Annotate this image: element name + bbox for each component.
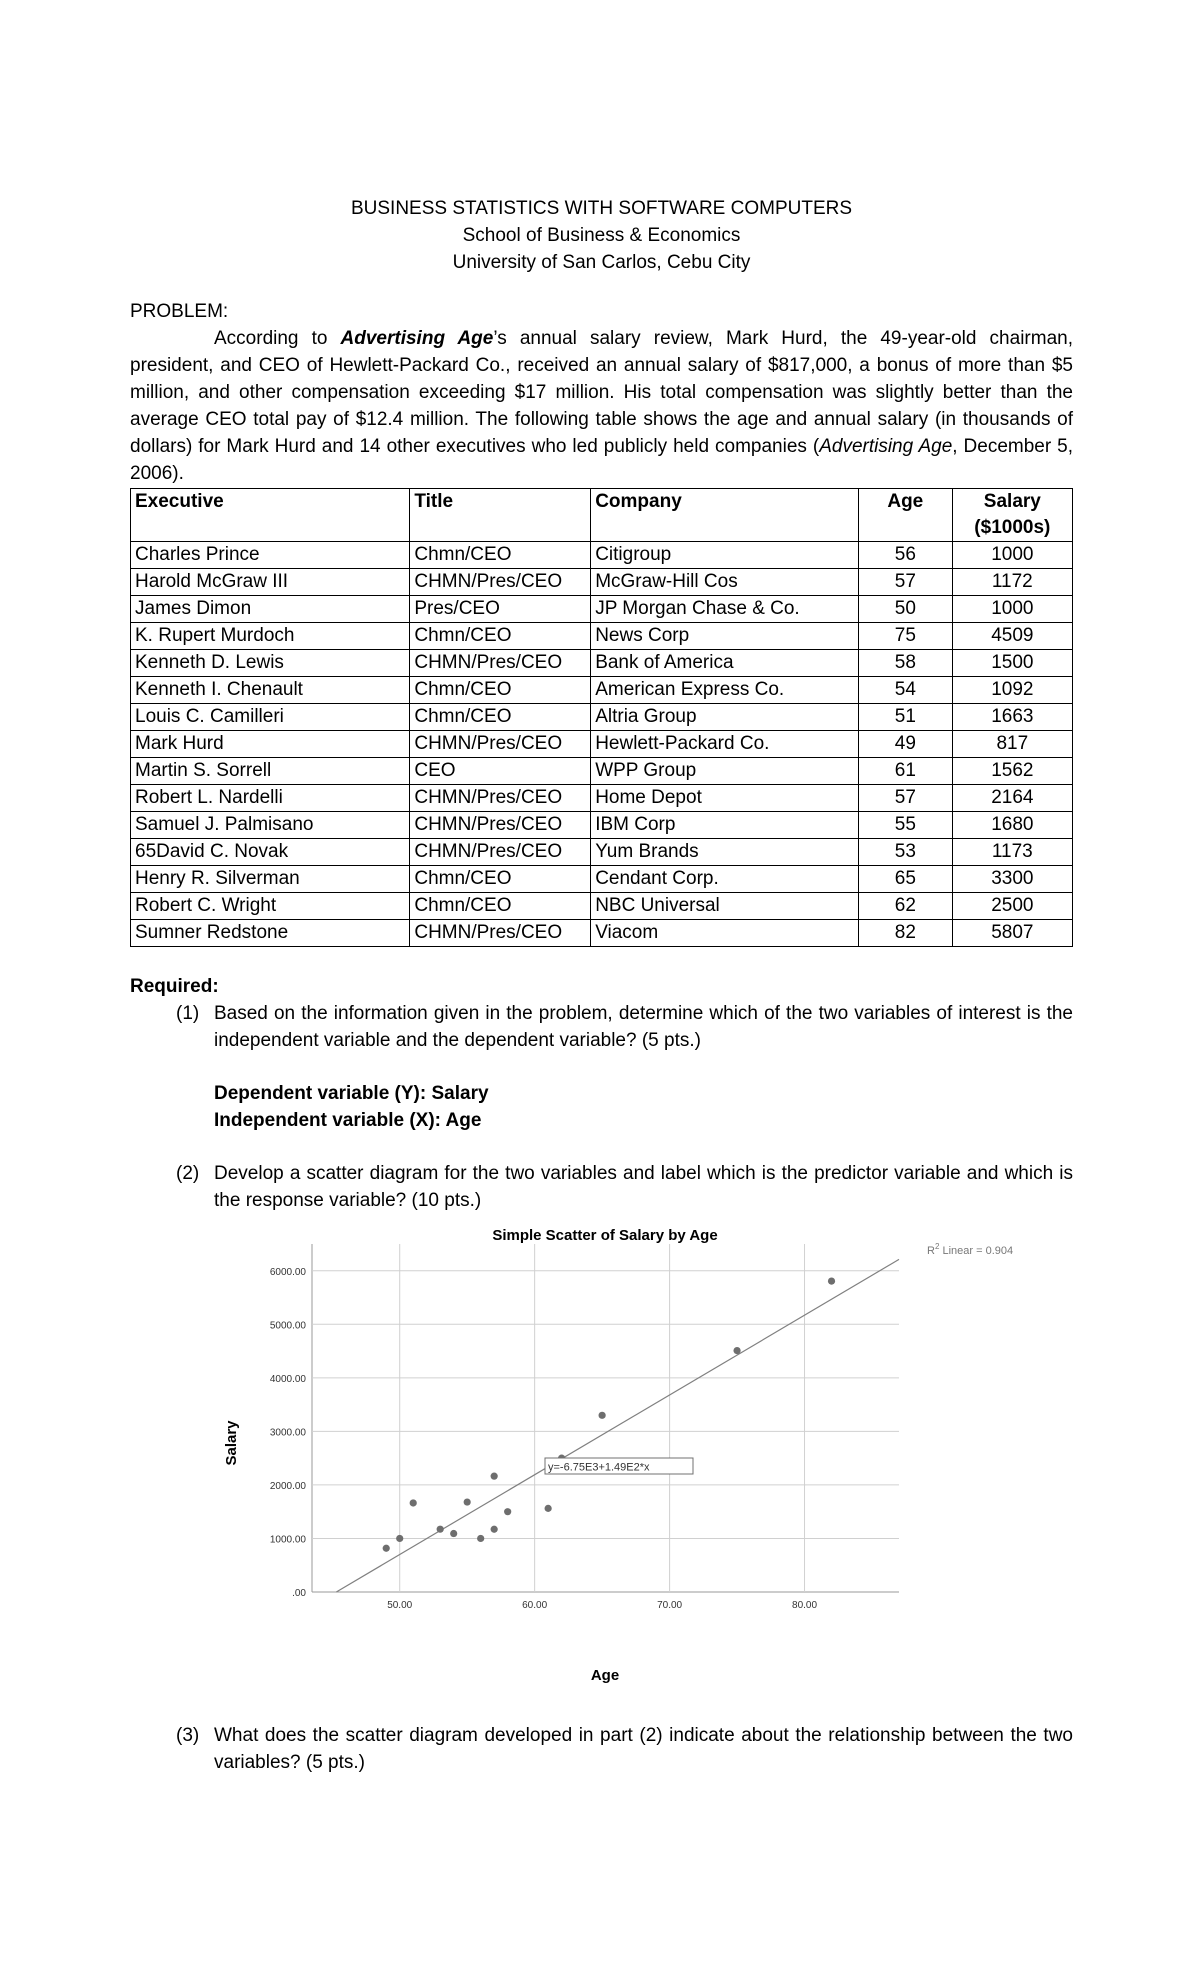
data-point xyxy=(491,1473,498,1480)
question-1-text: Based on the information given in the problem, determine which of the two variables of interest is the independent variable and the dependent variable? (5 pts.) xyxy=(214,1003,1073,1051)
cell-title: Chmn/CEO xyxy=(410,893,591,920)
cell-age: 49 xyxy=(858,731,952,758)
r-squared-superscript: 2 xyxy=(934,1242,940,1251)
cell-title: CHMN/Pres/CEO xyxy=(410,812,591,839)
data-point xyxy=(828,1278,835,1285)
cell-age: 75 xyxy=(858,623,952,650)
cell-title: Chmn/CEO xyxy=(410,623,591,650)
table-row xyxy=(131,596,1073,623)
cell-company: Home Depot xyxy=(591,785,859,812)
cell-age: 53 xyxy=(858,839,952,866)
cell-age: 57 xyxy=(858,569,952,596)
y-tick-label: 4000.00 xyxy=(269,1373,306,1385)
table-row xyxy=(131,704,1073,731)
y-axis-label: Salary xyxy=(223,1420,240,1466)
r-squared-value: Linear = 0.904 xyxy=(939,1245,1014,1257)
document-header xyxy=(130,195,1073,276)
source-name: Advertising Age xyxy=(340,328,494,349)
cell-salary: 1173 xyxy=(952,839,1072,866)
dependent-variable-answer: Dependent variable (Y): Salary xyxy=(214,1083,489,1104)
data-point xyxy=(491,1526,498,1533)
cell-executive: Samuel J. Palmisano xyxy=(131,812,410,839)
cell-executive: K. Rupert Murdoch xyxy=(131,623,410,650)
table-row xyxy=(131,758,1073,785)
source-name-2: Advertising Age xyxy=(819,436,953,457)
cell-age: 55 xyxy=(858,812,952,839)
cell-executive: Louis C. Camilleri xyxy=(131,704,410,731)
cell-age: 50 xyxy=(858,596,952,623)
cell-age: 57 xyxy=(858,785,952,812)
cell-salary: 1092 xyxy=(952,677,1072,704)
r-squared-letter: R xyxy=(927,1245,935,1257)
y-tick-label: 3000.00 xyxy=(269,1427,306,1439)
problem-paragraph xyxy=(130,325,1073,487)
table-row xyxy=(131,866,1073,893)
cell-executive: Harold McGraw III xyxy=(131,569,410,596)
problem-text-body: ’s annual salary review, Mark Hurd, the 49-year-old chairman, president, and CEO of Hewlett-Packard Co., received an annual salary of $817,000, a bonus of more than $5 million, and other compensation exceeding $17 million. His total compensation was slightly better than the average CEO total pay of $12.4 million. The following table shows the age and annual salary (in thousands of dollars) for Mark Hurd and 14 other executives who led publicly held companies ( xyxy=(130,328,1073,457)
tick-layer xyxy=(270,1267,818,1611)
x-tick-label: 60.00 xyxy=(522,1600,548,1611)
question-2-text: Develop a scatter diagram for the two variables and label which is the predictor variable and which is the response variable? (10 pts.) xyxy=(214,1163,1073,1211)
cell-title: CEO xyxy=(410,758,591,785)
cell-executive: Charles Prince xyxy=(131,542,410,569)
cell-title: Chmn/CEO xyxy=(410,704,591,731)
data-point xyxy=(464,1498,471,1505)
school-name: School of Business & Economics xyxy=(462,225,741,246)
cell-title: CHMN/Pres/CEO xyxy=(410,785,591,812)
table-row xyxy=(131,785,1073,812)
y-tick-label: 1000.00 xyxy=(269,1534,306,1546)
header-executive: Executive xyxy=(131,489,410,542)
header-age: Age xyxy=(858,489,952,542)
table-row xyxy=(131,650,1073,677)
cell-company: News Corp xyxy=(591,623,859,650)
table-row xyxy=(131,920,1073,947)
cell-company: Altria Group xyxy=(591,704,859,731)
y-tick-label: 2000.00 xyxy=(269,1480,306,1492)
cell-title: CHMN/Pres/CEO xyxy=(410,650,591,677)
cell-salary: 2500 xyxy=(952,893,1072,920)
regression-line xyxy=(336,1259,899,1592)
cell-executive: Henry R. Silverman xyxy=(131,866,410,893)
equation-label: y=-6.75E3+1.49E2*x xyxy=(548,1461,650,1474)
cell-executive: Robert L. Nardelli xyxy=(131,785,410,812)
x-tick-label: 70.00 xyxy=(657,1600,683,1611)
cell-company: Bank of America xyxy=(591,650,859,677)
chart-title: Simple Scatter of Salary by Age xyxy=(492,1227,718,1244)
data-point xyxy=(477,1535,484,1542)
cell-title: CHMN/Pres/CEO xyxy=(410,731,591,758)
cell-age: 61 xyxy=(858,758,952,785)
x-tick-label: 50.00 xyxy=(387,1600,413,1611)
cell-age: 54 xyxy=(858,677,952,704)
data-point xyxy=(396,1535,403,1542)
y-tick-label: 6000.00 xyxy=(269,1266,306,1278)
document-page xyxy=(130,195,1073,1776)
table-row xyxy=(131,569,1073,596)
cell-salary: 1000 xyxy=(952,542,1072,569)
question-3-text: What does the scatter diagram developed in part (2) indicate about the relationship between the two variables? (5 pts.) xyxy=(214,1725,1073,1773)
equation-label-box xyxy=(545,1458,693,1474)
r-squared-label xyxy=(927,1242,1013,1257)
problem-text-start: According to xyxy=(214,328,341,349)
data-point xyxy=(383,1545,390,1552)
cell-salary: 3300 xyxy=(952,866,1072,893)
data-point xyxy=(545,1505,552,1512)
required-label: Required: xyxy=(130,976,219,997)
cell-title: CHMN/Pres/CEO xyxy=(410,839,591,866)
table-row xyxy=(131,839,1073,866)
cell-title: CHMN/Pres/CEO xyxy=(410,569,591,596)
question-2-number: (2) xyxy=(176,1163,200,1184)
cell-company: WPP Group xyxy=(591,758,859,785)
cell-salary: 1000 xyxy=(952,596,1072,623)
cell-company: Viacom xyxy=(591,920,859,947)
cell-salary: 1562 xyxy=(952,758,1072,785)
scatter-chart xyxy=(192,1222,1032,1692)
header-title: Title xyxy=(410,489,591,542)
university-name: University of San Carlos, Cebu City xyxy=(452,252,751,273)
data-point xyxy=(437,1526,444,1533)
independent-variable-answer: Independent variable (X): Age xyxy=(214,1110,482,1131)
cell-company: Yum Brands xyxy=(591,839,859,866)
cell-salary: 4509 xyxy=(952,623,1072,650)
table-body xyxy=(131,542,1073,947)
cell-title: Chmn/CEO xyxy=(410,677,591,704)
fit-line-layer xyxy=(336,1259,899,1592)
cell-title: Chmn/CEO xyxy=(410,542,591,569)
cell-age: 51 xyxy=(858,704,952,731)
executives-table xyxy=(130,488,1073,947)
point-layer xyxy=(383,1278,836,1552)
cell-company: IBM Corp xyxy=(591,812,859,839)
cell-company: American Express Co. xyxy=(591,677,859,704)
cell-company: Citigroup xyxy=(591,542,859,569)
table-header-row xyxy=(131,489,1073,542)
table-row xyxy=(131,731,1073,758)
cell-salary: 1172 xyxy=(952,569,1072,596)
cell-age: 56 xyxy=(858,542,952,569)
cell-salary: 1663 xyxy=(952,704,1072,731)
cell-executive: Sumner Redstone xyxy=(131,920,410,947)
x-tick-label: 80.00 xyxy=(792,1600,818,1611)
cell-title: Chmn/CEO xyxy=(410,866,591,893)
course-title: BUSINESS STATISTICS WITH SOFTWARE COMPUTERS xyxy=(350,198,853,219)
cell-company: NBC Universal xyxy=(591,893,859,920)
header-company: Company xyxy=(591,489,859,542)
cell-company: JP Morgan Chase & Co. xyxy=(591,596,859,623)
table-row xyxy=(131,623,1073,650)
cell-title: CHMN/Pres/CEO xyxy=(410,920,591,947)
cell-age: 58 xyxy=(858,650,952,677)
question-3-number: (3) xyxy=(176,1725,200,1746)
question-1 xyxy=(130,1000,1073,1054)
data-point xyxy=(733,1347,740,1354)
data-point xyxy=(450,1530,457,1537)
cell-executive: 65David C. Novak xyxy=(131,839,410,866)
data-point xyxy=(599,1412,606,1419)
y-tick-label: .00 xyxy=(292,1588,306,1599)
cell-salary: 1680 xyxy=(952,812,1072,839)
scatter-chart-svg xyxy=(192,1222,1032,1692)
question-2 xyxy=(130,1160,1073,1214)
header-salary: Salary ($1000s) xyxy=(952,489,1072,542)
cell-salary: 1500 xyxy=(952,650,1072,677)
cell-company: McGraw-Hill Cos xyxy=(591,569,859,596)
table-row xyxy=(131,893,1073,920)
cell-salary: 5807 xyxy=(952,920,1072,947)
table-row xyxy=(131,812,1073,839)
table-row xyxy=(131,542,1073,569)
table-row xyxy=(131,677,1073,704)
cell-executive: Kenneth D. Lewis xyxy=(131,650,410,677)
question-1-number: (1) xyxy=(176,1003,200,1024)
cell-age: 65 xyxy=(858,866,952,893)
question-3 xyxy=(130,1722,1073,1776)
data-point xyxy=(504,1508,511,1515)
data-point xyxy=(410,1499,417,1506)
cell-age: 62 xyxy=(858,893,952,920)
cell-salary: 817 xyxy=(952,731,1072,758)
cell-executive: Mark Hurd xyxy=(131,731,410,758)
cell-executive: Robert C. Wright xyxy=(131,893,410,920)
x-axis-label: Age xyxy=(590,1667,620,1684)
cell-company: Hewlett-Packard Co. xyxy=(591,731,859,758)
cell-title: Pres/CEO xyxy=(410,596,591,623)
cell-executive: Kenneth I. Chenault xyxy=(131,677,410,704)
cell-executive: James Dimon xyxy=(131,596,410,623)
y-tick-label: 5000.00 xyxy=(269,1320,306,1332)
cell-company: Cendant Corp. xyxy=(591,866,859,893)
problem-label: PROBLEM: xyxy=(130,301,229,322)
cell-age: 82 xyxy=(858,920,952,947)
problem-text-end: , December 5, 2006). xyxy=(130,436,1074,484)
cell-salary: 2164 xyxy=(952,785,1072,812)
cell-executive: Martin S. Sorrell xyxy=(131,758,410,785)
